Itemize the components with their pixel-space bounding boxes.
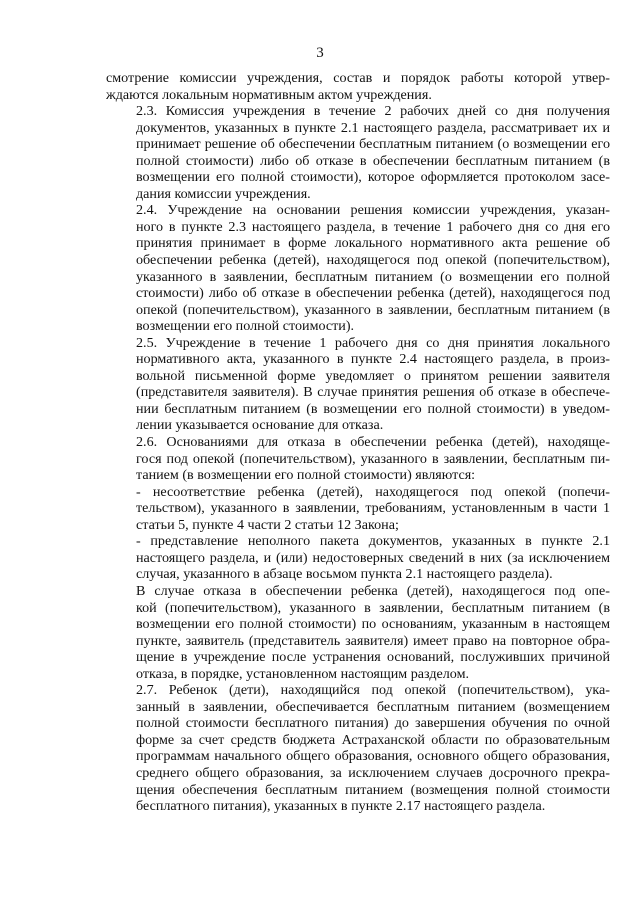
text-line: 2.6. Основаниями для отказа в обеспечении ребенка (детей), находяще-: [136, 434, 610, 451]
paragraph: [106, 583, 610, 682]
text-line: случая, указанного в абзаце восьмом пункта 2.1 настоящего раздела).: [136, 566, 553, 583]
text-line: щения обеспечения бесплатным питанием (возмещения полной стоимости: [136, 781, 610, 798]
text-line: дания комиссии учреждения.: [136, 185, 311, 202]
text-line: принимает решение об обеспечении бесплатным питанием (о возмещении его: [136, 136, 610, 153]
text-line: 2.5. Учреждение в течение 1 рабочего дня со дня принятия локального: [136, 334, 610, 351]
text-line: форме за счет средств бюджета Астраханской области по образовательным: [136, 731, 610, 748]
paragraph: [106, 682, 610, 814]
text-line: нормативного акта, указанного в пункте 2.4 настоящего раздела, в произ-: [136, 351, 610, 368]
text-line: возмещении его полной стоимости).: [136, 318, 355, 335]
paragraph: [106, 70, 610, 103]
text-line: опекой (попечительством), указанного в заявлении, бесплатным питанием (в: [136, 301, 610, 318]
text-line: возмещении его полной стоимости) по основаниям, указанным в настоящем: [136, 616, 610, 633]
text-line: - несоответствие ребенка (детей), находящегося под опекой (попечи-: [136, 483, 610, 500]
paragraph: [106, 533, 610, 583]
text-line: статьи 5, пункте 4 части 2 статьи 12 Закона;: [136, 516, 399, 533]
text-line: возмещении его полной стоимости), которое оформляется протоколом засе-: [136, 169, 610, 186]
text-line: щение в учреждение после устранения оснований, послуживших причиной: [136, 649, 610, 666]
text-line: В случае отказа в обеспечении ребенка (детей), находящегося под опе-: [136, 582, 610, 599]
paragraph: [106, 484, 610, 534]
text-line: кой (попечительством), указанного в заявлении, бесплатным питанием (в: [136, 599, 610, 616]
text-line: занный в заявлении, обеспечивается бесплатным питанием (возмещением: [136, 698, 610, 715]
text-line: отказа, в порядке, установленном настоящим разделом.: [136, 665, 470, 682]
text-line: настоящего раздела, и (или) недостоверных сведений в них (за исключением: [136, 549, 610, 566]
document-body: [106, 70, 610, 815]
text-line: вольной письменной форме уведомляет о принятом решении заявителя: [136, 367, 610, 384]
text-line: полной стоимости) либо об отказе в обеспечении бесплатным питанием (в: [136, 152, 610, 169]
text-line: указанного в заявлении, бесплатным питанием (о возмещении его полной: [136, 268, 610, 285]
text-line: обеспечении ребенка (детей), находящегося под опекой (попечительством),: [136, 252, 610, 269]
text-line: принятия принимает в форме локального нормативного акта решение об: [136, 235, 610, 252]
paragraph: [106, 335, 610, 434]
text-line: ного в пункте 2.3 настоящего раздела, в течение 1 рабочего дня со дня его: [136, 218, 610, 235]
text-line: стоимости) либо об отказе в обеспечении ребенка (детей), находящегося под: [136, 285, 610, 302]
text-line: 2.4. Учреждение на основании решения комиссии учреждения, указан-: [136, 202, 610, 219]
paragraph: [106, 434, 610, 484]
text-line: 2.7. Ребенок (дети), находящийся под опекой (попечительством), ука-: [136, 682, 610, 699]
text-line: танием (в возмещении его полной стоимости) являются:: [136, 467, 476, 484]
text-line: смотрение комиссии учреждения, состав и порядок работы которой утвер-: [106, 70, 610, 86]
text-line: нии бесплатным питанием (в возмещении его полной стоимости) в уведом-: [136, 400, 610, 417]
text-line: полной стоимости бесплатного питания) до завершения обучения по очной: [136, 715, 610, 732]
text-line: ждаются локальным нормативным актом учреждения.: [106, 86, 432, 103]
text-line: программам начального общего образования, основного общего образования,: [136, 748, 610, 765]
text-line: - представление неполного пакета документов, указанных в пункте 2.1: [136, 533, 610, 550]
paragraph: [106, 202, 610, 334]
text-line: среднего общего образования, за исключением случаев досрочного прекра-: [136, 764, 610, 781]
paragraph: [106, 103, 610, 202]
text-line: гося под опекой (попечительством), указанного в заявлении, бесплатным пи-: [136, 450, 610, 467]
text-line: пункте, заявитель (представитель заявителя) имеет право на повторное обра-: [136, 632, 610, 649]
page-number: 3: [316, 45, 324, 61]
text-line: 2.3. Комиссия учреждения в течение 2 рабочих дней со дня получения: [136, 103, 610, 120]
text-line: лении указывается основание для отказа.: [136, 417, 384, 434]
text-line: документов, указанных в пункте 2.1 настоящего раздела, рассматривает их и: [136, 119, 610, 136]
text-line: тельством), указанного в заявлении, требованиям, установленным в части 1: [136, 500, 610, 517]
text-line: бесплатного питания), указанных в пункте 2.17 настоящего раздела.: [136, 798, 546, 815]
text-line: (представителя заявителя). В случае принятия решения об отказе в обеспече-: [136, 384, 610, 401]
